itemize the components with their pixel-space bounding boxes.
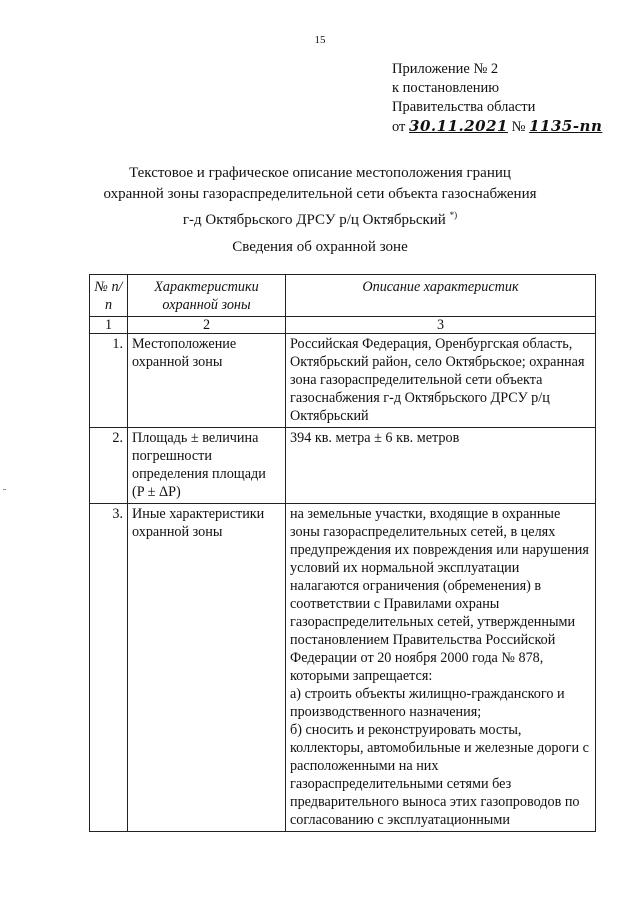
row-characteristic: Местоположение охранной зоны (128, 334, 286, 428)
section-subtitle: Сведения об охранной зоне (232, 239, 408, 255)
row-num: 3. (90, 504, 128, 832)
title-line-2: охранной зоны газораспределительной сети объекта газоснабжения (103, 186, 537, 202)
header-description: Описание характеристик (286, 275, 596, 317)
appendix-line-1: Приложение № 2 (392, 61, 499, 77)
header-characteristic: Характеристики охранной зоны (128, 275, 286, 317)
row-characteristic: Площадь ± величина погрешности определения площади (P ± ΔP) (128, 428, 286, 504)
footnote-mark: *) (449, 210, 458, 220)
appendix-block (392, 60, 602, 137)
title-line-3 (60, 205, 580, 231)
number-prefix: № (511, 119, 526, 135)
description-paragraph: на земельные участки, входящие в охранные зоны газораспределительных сетей, в целях предупреждения их повреждения или нарушения условий их нормальной эксплуатации налагаются ограничения (обременения) в соответствии с Правилами охраны газораспределительных сетей, утвержденными постановлением Правительства Российской Федерации от 20 ноября 2000 года № 878, которыми запрещается: (290, 506, 589, 684)
table-row (90, 428, 596, 504)
row-description: 394 кв. метра ± 6 кв. метров (286, 428, 596, 504)
handwritten-number: 1135-пп (529, 117, 603, 135)
row-description: Российская Федерация, Оренбургская область, Октябрьский район, село Октябрьское; охранная зона газораспределительной сети объекта газоснабжения г-д Октябрьского ДРСУ р/ц Октябрьский (286, 334, 596, 428)
appendix-line-3: Правительства области (392, 99, 536, 115)
table-header-row (90, 275, 596, 317)
margin-mark (3, 489, 6, 490)
appendix-line-2: к постановлению (392, 80, 500, 96)
row-description (286, 504, 596, 832)
description-item-b: б) сносить и реконструировать мосты, коллекторы, автомобильные и железные дороги с расположенными на них газораспределительными сетями без предварительного выноса этих газопроводов по согласованию с эксплуатационными (290, 722, 589, 828)
handwritten-date: 30.11.2021 (409, 117, 508, 135)
row-num: 2. (90, 428, 128, 504)
row-num: 1. (90, 334, 128, 428)
title-line-3-text: г-д Октябрьского ДРСУ р/ц Октябрьский (182, 212, 446, 228)
appendix-date-line (392, 117, 602, 137)
date-prefix: от (392, 119, 406, 135)
column-number-1: 1 (90, 317, 128, 334)
column-number-3: 3 (286, 317, 596, 334)
zone-info-table (89, 274, 596, 832)
header-num: № п/п (90, 275, 128, 317)
row-characteristic: Иные характеристики охранной зоны (128, 504, 286, 832)
column-number-2: 2 (128, 317, 286, 334)
column-number-row (90, 317, 596, 334)
page-number: 15 (314, 34, 326, 46)
description-item-a: а) строить объекты жилищно-гражданского и производственного назначения; (290, 686, 565, 720)
table-row (90, 504, 596, 832)
document-title (60, 163, 580, 231)
table-row (90, 334, 596, 428)
title-line-1: Текстовое и графическое описание местоположения границ (129, 165, 511, 181)
